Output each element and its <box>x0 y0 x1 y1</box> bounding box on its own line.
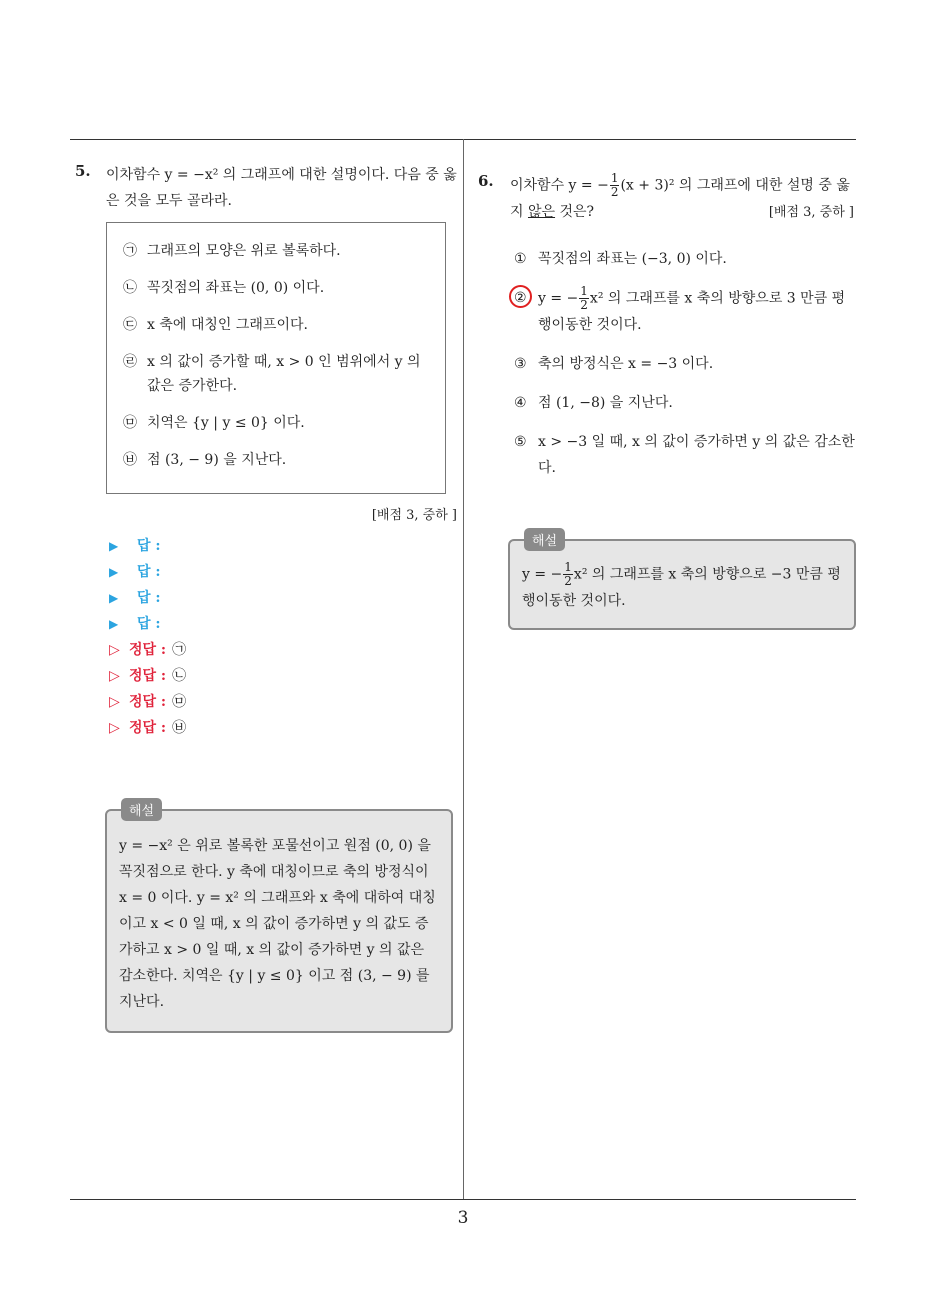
statement-text: 그래프의 모양은 위로 볼록하다. <box>147 243 341 259</box>
outline-triangle-icon: ▷ <box>109 720 120 736</box>
choice-mark-text: ② <box>514 290 527 306</box>
outline-triangle-icon: ▷ <box>109 668 120 684</box>
score-meta: [배점 3, 중하 ] <box>371 508 457 523</box>
statement-item <box>107 411 445 435</box>
explanation-text-part: x² 의 그래프를 x 축의 방향으로 −3 만큼 평행이동한 것이다. <box>522 566 841 609</box>
explanation-title: 해설 <box>121 798 162 821</box>
answer-label: 답 : <box>137 564 161 580</box>
choice-item <box>514 390 858 416</box>
column-divider <box>463 139 464 1200</box>
statement-text: x 축에 대칭인 그래프이다. <box>147 317 308 333</box>
choice-mark: ⑤ <box>514 434 527 450</box>
question-5 <box>75 162 457 1033</box>
choice-item <box>514 351 858 377</box>
answer-row <box>109 611 457 637</box>
fraction <box>610 172 620 199</box>
fraction-numerator: 1 <box>564 560 572 574</box>
fraction-denominator: 2 <box>564 574 572 588</box>
answer-row <box>109 533 457 559</box>
question-number: 6. <box>478 172 494 190</box>
statement-mark: ㉥ <box>123 452 137 468</box>
statement-mark: ㉠ <box>123 243 137 259</box>
statement-mark: ㉣ <box>123 354 137 370</box>
choice-item <box>514 429 858 481</box>
choice-mark: ① <box>514 251 527 267</box>
choice-item <box>514 246 858 272</box>
statement-mark: ㉢ <box>123 317 137 333</box>
answer-row <box>109 585 457 611</box>
statement-item <box>107 350 445 398</box>
play-triangle-icon: ▶ <box>109 617 119 631</box>
question-text: 이차함수 y = −x² 의 그래프에 대한 설명이다. 다음 중 옳은 것을 모두 골라라. <box>106 167 457 209</box>
correct-value: ㉥ <box>172 720 187 736</box>
correct-row <box>109 715 457 741</box>
choice-item <box>514 285 858 338</box>
correct-label: 정답 : <box>129 720 167 736</box>
answer-label: 답 : <box>137 538 161 554</box>
answer-label: 답 : <box>137 590 161 606</box>
outline-triangle-icon: ▷ <box>109 642 120 658</box>
statement-item <box>107 276 445 300</box>
question-text-part: 것은? <box>559 204 595 220</box>
explanation-title: 해설 <box>524 528 565 551</box>
outline-triangle-icon: ▷ <box>109 694 120 710</box>
choice-text: x > −3 일 때, x 의 값이 증가하면 y 의 값은 감소한다. <box>538 434 855 476</box>
question-6 <box>478 172 858 630</box>
statement-text: x 의 값이 증가할 때, x > 0 인 범위에서 y 의 값은 증가한다. <box>147 354 421 394</box>
choice-text: 꼭짓점의 좌표는 (−3, 0) 이다. <box>538 251 727 267</box>
red-circle-mark <box>509 285 532 308</box>
correct-row <box>109 663 457 689</box>
correct-row <box>109 689 457 715</box>
explanation-box <box>508 534 856 630</box>
answer-row <box>109 559 457 585</box>
statement-text: 꼭짓점의 좌표는 (0, 0) 이다. <box>147 280 325 296</box>
statement-mark: ㉡ <box>123 280 137 296</box>
correct-row <box>109 637 457 663</box>
fraction-denominator: 2 <box>580 298 588 312</box>
choice-text: 축의 방정식은 x = −3 이다. <box>538 356 714 372</box>
statement-item <box>107 313 445 337</box>
statement-item <box>107 239 445 263</box>
choice-text-part: y = − <box>538 290 579 307</box>
choice-text <box>538 285 858 338</box>
choice-mark <box>514 285 538 338</box>
explanation-text-part: y = − <box>522 566 563 583</box>
play-triangle-icon: ▶ <box>109 539 119 553</box>
choice-mark: ④ <box>514 395 527 411</box>
page-number: 3 <box>457 1208 469 1228</box>
score-meta: [배점 3, 중하 ] <box>768 205 854 220</box>
explanation-box <box>105 804 453 1033</box>
statement-mark: ㉤ <box>123 415 137 431</box>
explanation-text: y = −x² 은 위로 볼록한 포물선이고 원점 (0, 0) 을 꼭짓점으로 한다. y 축에 대칭이므로 축의 방정식이 x = 0 이다. y = x² 의 그래프와 x 축에 대하여 대칭이고 x < 0 일 때, x 의 값이 증가하면 y 의 값도 증가하고 x > 0 일 때, x 의 값이 증가하면 y 의 값은 감소한다. 치역은 {y | y ≤ 0} 이고 점 (3, − 9) 를 지난다. <box>119 838 436 1010</box>
correct-label: 정답 : <box>129 694 167 710</box>
choice-mark: ③ <box>514 356 527 372</box>
statement-item <box>107 448 445 472</box>
correct-value: ㉠ <box>172 642 187 658</box>
explanation-text <box>522 561 842 614</box>
correct-value: ㉤ <box>172 694 187 710</box>
underlined-word: 않은 <box>527 204 556 220</box>
statement-text: 치역은 {y | y ≤ 0} 이다. <box>147 415 305 431</box>
fraction-numerator: 1 <box>610 171 619 185</box>
question-number: 5. <box>75 162 91 180</box>
answer-list <box>109 533 457 741</box>
choice-list <box>478 246 858 481</box>
fraction-numerator: 1 <box>580 284 588 298</box>
fraction <box>563 561 573 588</box>
play-triangle-icon: ▶ <box>109 591 119 605</box>
question-text-part: (x + 3)² 의 그래프에 대한 설명 중 옳지 <box>510 177 850 220</box>
bottom-rule <box>70 1199 856 1200</box>
fraction-denominator: 2 <box>610 185 619 199</box>
answer-label: 답 : <box>137 616 161 632</box>
fraction <box>579 285 589 312</box>
correct-label: 정답 : <box>129 668 167 684</box>
statement-text: 점 (3, − 9) 을 지난다. <box>147 452 287 468</box>
correct-label: 정답 : <box>129 642 167 658</box>
statement-box <box>106 222 446 494</box>
correct-value: ㉡ <box>172 668 187 684</box>
play-triangle-icon: ▶ <box>109 565 119 579</box>
question-text-part: 이차함수 y = − <box>510 177 609 194</box>
choice-text-part: x² 의 그래프를 x 축의 방향으로 3 만큼 평행이동한 것이다. <box>538 290 846 333</box>
choice-text: 점 (1, −8) 을 지난다. <box>538 395 673 411</box>
